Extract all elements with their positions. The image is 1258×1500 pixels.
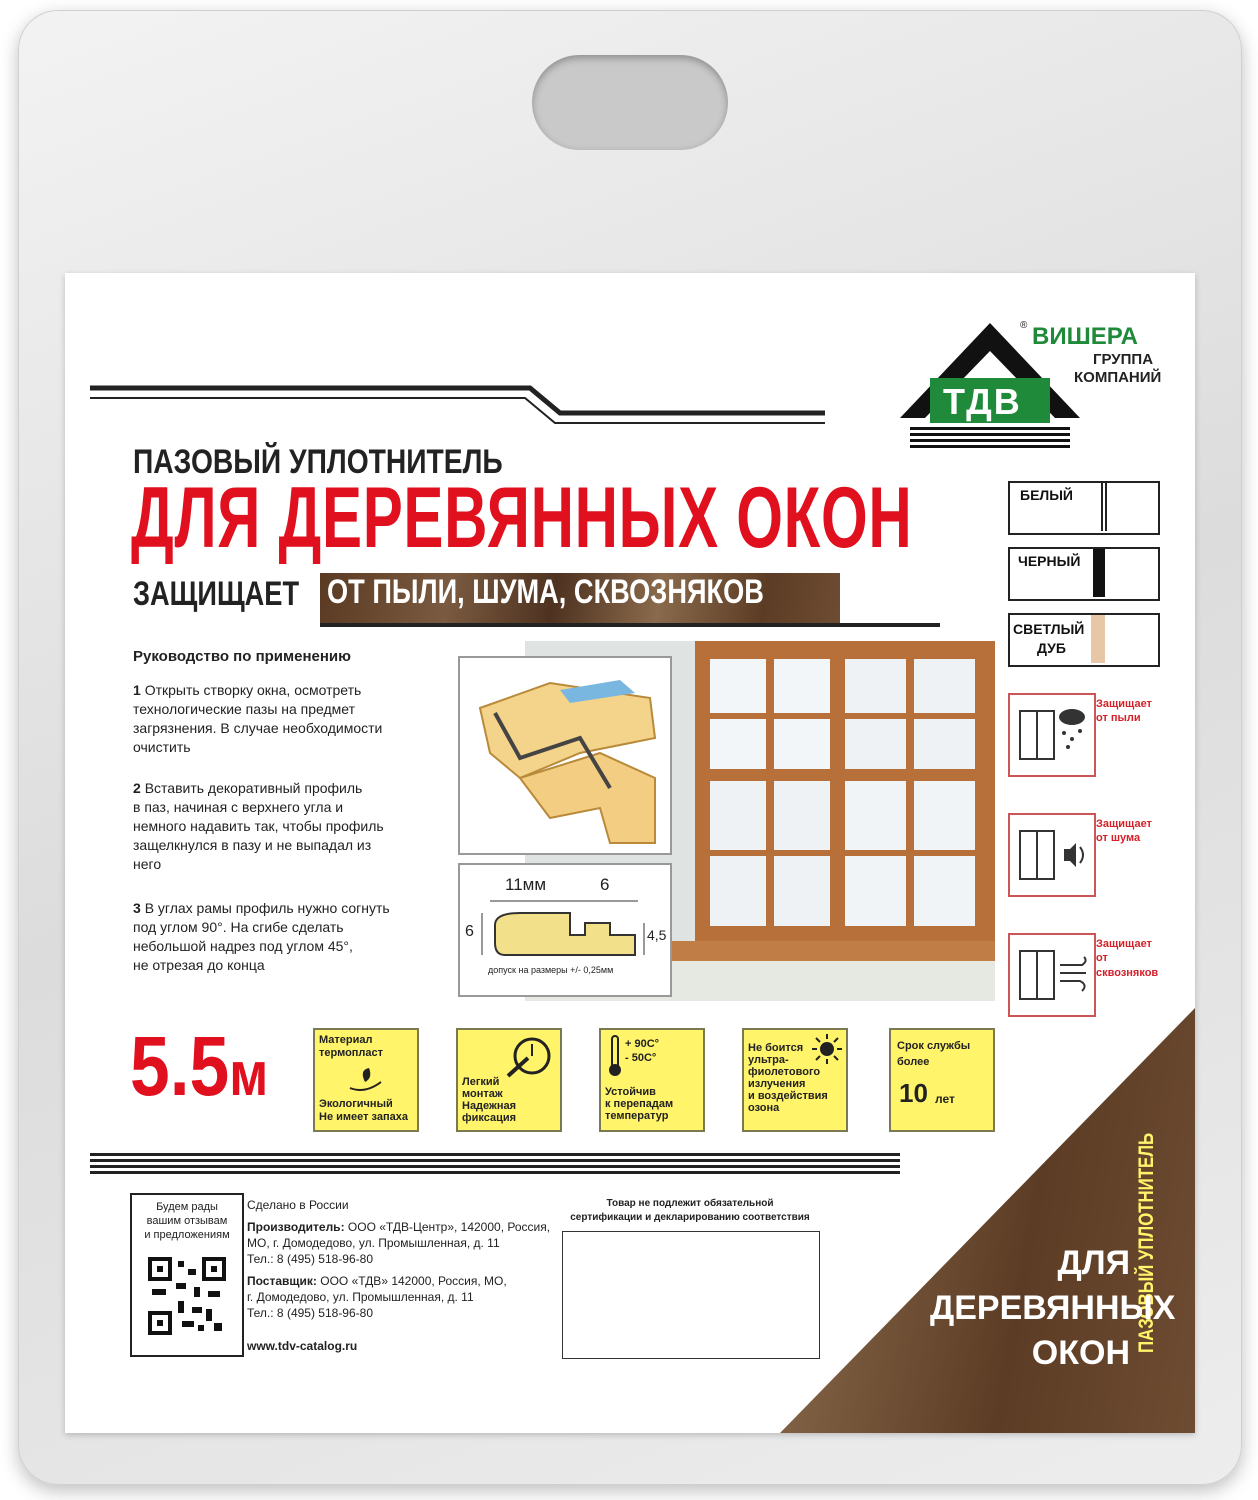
wind-icon xyxy=(1008,933,1096,1017)
feature-material: Материал термопласт Экологичный Не имеет запаха xyxy=(313,1028,419,1132)
install-diagram xyxy=(458,656,672,855)
protects-label: ЗАЩИЩАЕТ xyxy=(133,575,300,613)
protects-label-wrap xyxy=(133,575,341,614)
cert-note: Товар не подлежит обязательной сертификации и декларированию соответствия xyxy=(570,1198,810,1223)
dim-height-right: 4,5 xyxy=(647,927,667,943)
barcode-area xyxy=(562,1231,820,1359)
footer-stripes xyxy=(90,1153,900,1177)
swatch-white-label: БЕЛЫЙ xyxy=(1020,487,1073,503)
qr-code-icon[interactable] xyxy=(148,1257,226,1335)
manufacturer: Производитель: ООО «ТДВ-Центр», 142000, Россия, МО, г. Домодедово, ул. Промышленная, д. 11 Тел.: 8 (495) 518-96-80 xyxy=(247,1220,551,1267)
swatch-black-label: ЧЕРНЫЙ xyxy=(1018,553,1081,569)
dim-width-main: 11мм xyxy=(505,875,547,894)
protects-text-wrap xyxy=(327,573,873,612)
dust-text: Защищает от пыли xyxy=(1096,698,1152,725)
length-wrap xyxy=(130,1018,293,1115)
sound-text: Защищает от шума xyxy=(1096,818,1152,845)
swatch-oak-fill xyxy=(1091,615,1105,663)
brand-group-2: КОМПАНИЙ xyxy=(1074,369,1162,386)
dim-width-second: 6 xyxy=(600,875,610,894)
qr-block xyxy=(130,1193,244,1357)
logo-letters: ТДВ xyxy=(943,381,1022,422)
swatch-oak-label-1: СВЕТЛЫЙ xyxy=(1013,621,1085,637)
made-in: Сделано в России xyxy=(247,1198,349,1212)
guide-step-2: 2 Вставить декоративный профиль в паз, начиная с верхнего угла и немного надавить так, чтобы профиль защелкнулся в пазу и не выпадал из него xyxy=(133,780,384,872)
supplier: Поставщик: ООО «ТДВ» 142000, Россия, МО, г. Домодедово, ул. Промышленная, д. 11 Тел.: 8 (495) 518-96-80 xyxy=(247,1274,507,1321)
registered-mark: ® xyxy=(1020,320,1028,331)
dim-height-left: 6 xyxy=(465,923,474,940)
swatch-black-fill xyxy=(1093,549,1105,597)
wind-text: Защищает от сквозняков xyxy=(1096,938,1159,979)
brand-group-1: ГРУППА xyxy=(1093,351,1154,368)
feature-uv: Не боится ультра- фиолетового излучения и воздействия озона xyxy=(742,1028,848,1132)
title-line2: ДЛЯ ДЕРЕВЯННЫХ ОКОН xyxy=(131,470,913,566)
sound-icon xyxy=(1008,813,1096,897)
qr-caption: Будем рады вашим отзывам и предложениям xyxy=(144,1201,230,1241)
brand-name: ВИШЕРА xyxy=(1032,323,1138,350)
guide-step-1: 1 Открыть створку окна, осмотреть технологические пазы на предмет загрязнения. В случае необходимости очистить xyxy=(133,682,383,755)
title-underline xyxy=(320,623,940,627)
length-unit: м xyxy=(229,1040,269,1109)
swatch-oak-label-2: ДУБ xyxy=(1037,640,1066,656)
feature-install: Легкий монтаж Надежная фиксация xyxy=(456,1028,562,1132)
protects-text: ОТ ПЫЛИ, ШУМА, СКВОЗНЯКОВ xyxy=(327,573,764,611)
clock-wrench-icon xyxy=(502,1034,556,1080)
dust-icon xyxy=(1008,693,1096,777)
sun-icon xyxy=(812,1034,842,1064)
feature-lifetime: Срок службы более 10 лет xyxy=(889,1028,995,1132)
website-link[interactable]: www.tdv-catalog.ru xyxy=(247,1339,358,1353)
corner-vertical: ПАЗОВЫЙ УПЛОТНИТЕЛЬ xyxy=(1135,1132,1158,1353)
corner-title: ДЛЯ ДЕРЕВЯННЫХ ОКОН xyxy=(930,1244,1176,1372)
dim-tolerance: допуск на размеры +/- 0,25мм xyxy=(488,965,614,975)
length-value: 5.5 xyxy=(130,1019,230,1113)
guide-step-3: 3 В углах рамы профиль нужно согнуть под углом 90°. На сгибе сделать небольшой надрез под углом 45°, не отрезая до конца xyxy=(133,900,390,973)
product-card xyxy=(65,273,1195,1433)
title-line1: ПАЗОВЫЙ УПЛОТНИТЕЛЬ xyxy=(133,443,503,481)
guide-heading: Руководство по применению xyxy=(133,648,351,665)
feature-temperature: + 90C° - 50C° Устойчив к перепадам температур xyxy=(599,1028,705,1132)
leaf-hand-icon xyxy=(345,1064,385,1094)
hang-hole xyxy=(532,55,728,150)
dimension-diagram xyxy=(458,863,672,997)
thermometer-icon xyxy=(607,1034,623,1078)
